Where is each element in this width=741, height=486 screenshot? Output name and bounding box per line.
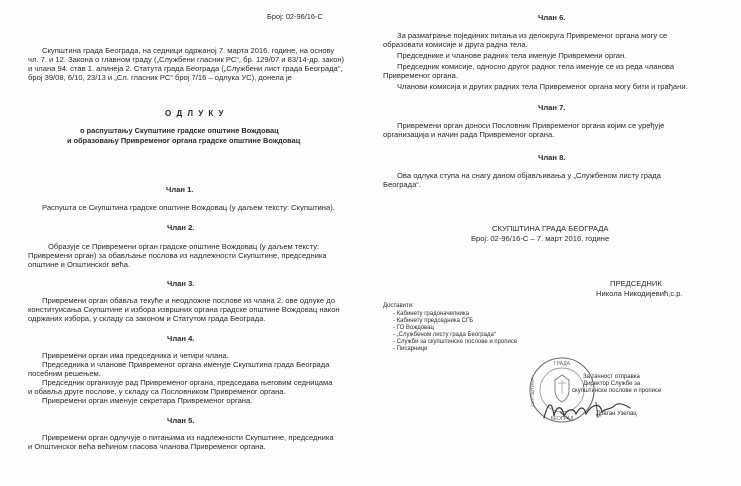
article-7-heading: Члан 7. [538, 103, 566, 112]
article-7-line-1: Привремени орган доноси Пословник Привременог органа којим се уређује [397, 121, 665, 130]
preamble-line-4: број 39/08, 6/10, 23/13 и „Сл. гласник РС“ број 7/16 – одлука УС), донела је [28, 73, 292, 82]
accuracy-note-line-1: За тачност отправка [583, 374, 640, 380]
article-4-paragraph-2-line-1: Председника и чланове Привременог органа именује Скупштина града Београда [42, 360, 330, 369]
article-6-paragraph-4: Чланови комисија и других радних тела Привременог органа могу бити и грађани. [397, 82, 688, 91]
article-8-line-2: Београда“. [383, 180, 421, 189]
distribution-item: - Писарници [393, 346, 428, 352]
document-subtitle-2: и образовању Привременог органа градске општине Вождовац [67, 136, 301, 145]
article-6-heading: Члан 6. [538, 13, 566, 22]
assembly-name: СКУПШТИНА ГРАДА БЕОГРАДА [492, 224, 609, 233]
accuracy-signatory-name: Драган Узелац [596, 411, 637, 417]
article-3-line-3: одржаних избора, у складу са законом и Статутом града Београда. [28, 314, 266, 323]
article-4-paragraph-3-line-2: и обавља друге послове, у складу са Пословником Привременог органа. [28, 387, 286, 396]
preamble-line-3: и члана 94. став 1. алинеја 2. Статута града Београда („Службени лист града Београда“, [28, 64, 343, 73]
reference-number: Број: 02-96/16-С [267, 12, 323, 21]
article-6-paragraph-2: Председнике и чланове радних тела именује Привремени орган. [397, 51, 627, 60]
article-6-paragraph-1-line-1: За разматрање појединих питања из делокруга Привременог органа могу се [397, 31, 668, 40]
article-2-line-1: Образује се Привремени орган градске општине Вождовац (у даљем тексту: [48, 242, 320, 251]
article-2-line-3: општине и Општинског већа. [28, 260, 131, 269]
article-4-paragraph-3-line-1: Председник организује рад Привременог органа, председава његовим седницама [42, 378, 333, 387]
article-4-paragraph-1: Привремени орган има председника и четири члана. [42, 351, 229, 360]
article-5-heading: Члан 5. [167, 416, 195, 425]
article-5-line-1: Привремени орган одлучује о питањима из надлежности Скупштине, председника [42, 433, 334, 442]
document-title: О Д Л У К У [165, 109, 225, 118]
distribution-item: - „Службеном листу града Београда“ [393, 332, 496, 338]
distribution-item: - ГО Вождовац [393, 325, 434, 331]
article-3-line-2: конституисања Скупштине и избора извршних органа градске општине Вождовац након [28, 305, 340, 314]
article-6-paragraph-3-line-2: Привременог органа. [383, 71, 458, 80]
president-title: ПРЕДСЕДНИК [610, 279, 662, 288]
article-1-text: Распушта се Скупштина градске општине Вождовац (у даљем тексту: Скупштина). [42, 203, 335, 212]
preamble-line-2: чл. 7. и 12. Закона о главном граду („Службени гласник РС“, бр. 129/07 и 83/14-др. закон) [28, 55, 345, 64]
preamble-line-1: Скупштина града Београда, на седници одржаној 7. марта 2016. године, на основу [42, 46, 335, 55]
article-6-paragraph-1-line-2: образовати комисије и друга радна тела. [383, 40, 528, 49]
president-name: Никола Никодијевић,с.р. [596, 289, 683, 298]
handwritten-signature [540, 398, 640, 424]
seal-text-left: СКУПШТИНА [530, 377, 535, 407]
article-2-heading: Члан 2. [167, 223, 195, 232]
distribution-heading: Доставити: [383, 303, 414, 309]
article-7-line-2: организација и начин рада Привременог органа. [383, 130, 555, 139]
seal-text-top: ГРАДА [554, 361, 570, 367]
distribution-item: - Кабинету градоначелника [393, 311, 469, 317]
article-4-heading: Члан 4. [167, 334, 195, 343]
article-3-line-1: Привремени орган обавља текуће и неодложне послове из члана 2. ове одлуке до [42, 296, 335, 305]
article-4-paragraph-4: Привремени орган именује секретара Привременог органа. [42, 396, 253, 405]
distribution-item: - Кабинету председника СГБ [393, 318, 474, 324]
accuracy-note-line-3: скупштинске послове и прописе [572, 388, 662, 394]
article-5-line-2: и Општинског већа већином гласова чланова Привременог органа. [28, 442, 266, 451]
article-3-heading: Члан 3. [167, 279, 195, 288]
seal-text-bottom: БЕОГРАД [550, 416, 574, 422]
accuracy-note-line-2: Директор Службе за [583, 381, 641, 387]
article-4-paragraph-2-line-2: посебним решењем. [28, 369, 101, 378]
article-8-line-1: Ова одлука ступа на снагу даном објављивања у „Службеном листу града [397, 171, 661, 180]
article-2-line-2: Привремени орган) за обављање послова из надлежности Скупштине, председника [28, 251, 327, 260]
document-subtitle-1: о распуштању Скупштине градске општине Вождовац [80, 126, 279, 135]
article-6-paragraph-3-line-1: Председник комисије, односно другог радног тела именује се из реда чланова [397, 62, 675, 71]
article-8-heading: Члан 8. [538, 153, 566, 162]
assembly-reference: Број: 02-96/16-С – 7. март 2016. године [471, 234, 610, 243]
distribution-item: - Служби за скупштинске послове и прописе [393, 339, 518, 345]
article-1-heading: Члан 1. [166, 185, 194, 194]
